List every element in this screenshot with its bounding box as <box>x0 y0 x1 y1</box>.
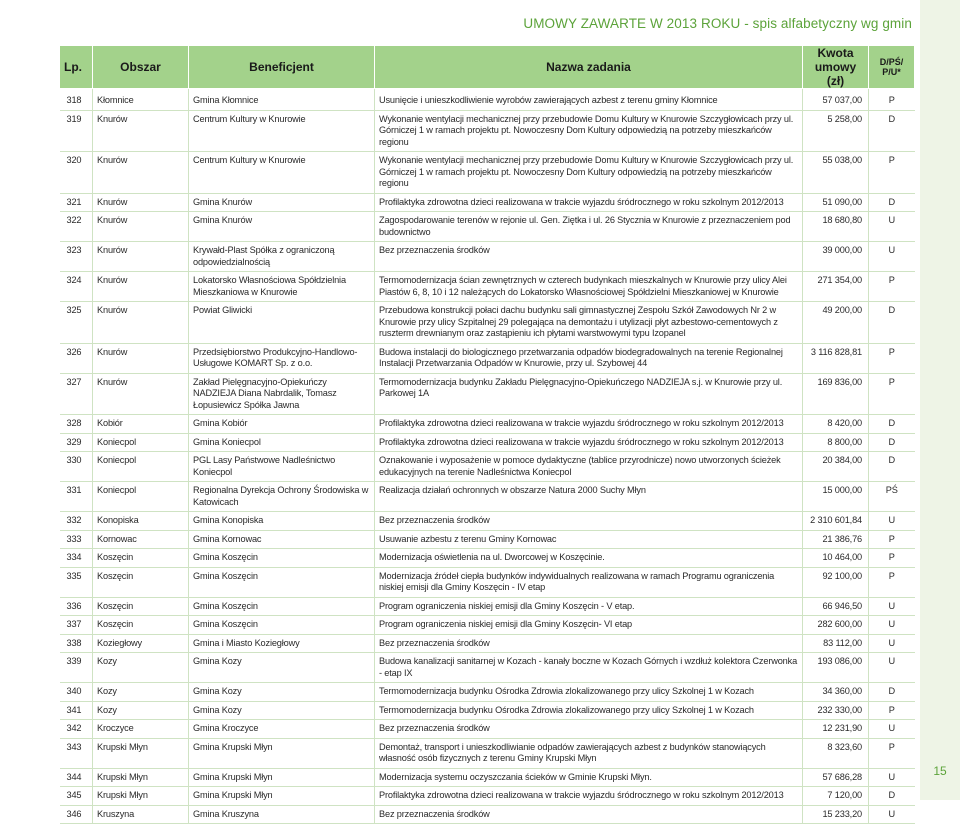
cell-lp: 342 <box>66 723 82 733</box>
cell-lp: 341 <box>66 704 82 715</box>
cell-kwota: 57 037,00 <box>803 89 869 111</box>
cell-typ: P <box>869 343 915 373</box>
cell-beneficjent: Gmina Koszęcin <box>189 549 375 568</box>
cell-obszar: Kornowac <box>93 530 189 549</box>
cell-typ: U <box>869 616 915 635</box>
cell-lp: 319 <box>66 113 82 124</box>
cell-typ: P <box>869 701 915 720</box>
table-row <box>60 597 915 616</box>
cell-nazwa-zadania: Bez przeznaczenia środków <box>375 634 803 653</box>
cell-lp: 329 <box>66 436 82 447</box>
cell-nazwa-zadania: Bez przeznaczenia środków <box>375 805 803 824</box>
cell-kwota: 21 386,76 <box>803 530 869 549</box>
cell-lp: 334 <box>66 552 82 562</box>
cell-beneficjent: PGL Lasy Państwowe Nadleśnictwo Koniecpol <box>189 452 375 482</box>
page-title: UMOWY ZAWARTE W 2013 ROKU - spis alfabetyczny wg gmin <box>523 16 912 31</box>
table-row <box>60 512 915 531</box>
cell-lp: 323 <box>66 245 82 255</box>
cell-kwota: 8 800,00 <box>803 433 869 452</box>
cell-nazwa-zadania: Bez przeznaczenia środków <box>375 512 803 531</box>
page-number: 15 <box>933 764 947 778</box>
table-body <box>60 89 915 824</box>
cell-obszar: Knurów <box>93 212 189 242</box>
cell-kwota: 57 686,28 <box>803 768 869 787</box>
cell-beneficjent: Gmina Krupski Młyn <box>189 738 375 768</box>
cell-nazwa-zadania: Usuwanie azbestu z terenu Gminy Kornowac <box>375 530 803 549</box>
cell-obszar: Kozy <box>93 683 189 702</box>
table-row <box>60 152 915 194</box>
cell-typ: D <box>869 683 915 702</box>
cell-kwota: 2 310 601,84 <box>803 512 869 531</box>
table-row <box>60 193 915 212</box>
cell-typ: P <box>869 152 915 194</box>
cell-kwota: 193 086,00 <box>803 653 869 683</box>
cell-lp: 337 <box>66 619 82 629</box>
cell-nazwa-zadania: Program ograniczenia niskiej emisji dla Gminy Koszęcin- VI etap <box>375 616 803 635</box>
cell-lp: 335 <box>66 570 82 581</box>
cell-beneficjent: Przedsiębiorstwo Produkcyjno-Handlowo-Usługowe KOMART Sp. z o.o. <box>189 343 375 373</box>
cell-kwota: 282 600,00 <box>803 616 869 635</box>
header-beneficjent: Beneficjent <box>189 46 375 89</box>
table-row <box>60 683 915 702</box>
cell-kwota: 92 100,00 <box>803 567 869 597</box>
cell-typ: U <box>869 805 915 824</box>
cell-kwota: 20 384,00 <box>803 452 869 482</box>
table-row <box>60 482 915 512</box>
cell-typ: U <box>869 212 915 242</box>
cell-beneficjent: Gmina Kozy <box>189 701 375 720</box>
cell-typ: P <box>869 549 915 568</box>
cell-nazwa-zadania: Demontaż, transport i unieszkodliwianie odpadów zawierających azbest z budynków stanowiących własność osób fizycznych z terenu Gminy Krupski Młyn <box>375 738 803 768</box>
cell-kwota: 34 360,00 <box>803 683 869 702</box>
cell-obszar: Koszęcin <box>93 616 189 635</box>
cell-nazwa-zadania: Profilaktyka zdrowotna dzieci realizowana w trakcie wyjazdu śródrocznego w roku szkolnym 2012/2013 <box>375 415 803 434</box>
table-row <box>60 272 915 302</box>
cell-lp: 320 <box>66 155 82 165</box>
cell-lp: 324 <box>66 275 82 285</box>
cell-beneficjent: Gmina Kozy <box>189 683 375 702</box>
cell-obszar: Kruszyna <box>93 805 189 824</box>
cell-obszar: Krupski Młyn <box>93 787 189 806</box>
cell-obszar: Koszęcin <box>93 597 189 616</box>
cell-lp: 338 <box>66 637 82 648</box>
table-row <box>60 787 915 806</box>
cell-nazwa-zadania: Bez przeznaczenia środków <box>375 242 803 272</box>
cell-beneficjent: Gmina Kobiór <box>189 415 375 434</box>
cell-typ: U <box>869 768 915 787</box>
cell-lp: 340 <box>66 686 82 696</box>
cell-beneficjent: Gmina Kłomnice <box>189 89 375 111</box>
cell-typ: U <box>869 242 915 272</box>
cell-beneficjent: Gmina Knurów <box>189 193 375 212</box>
cell-nazwa-zadania: Profilaktyka zdrowotna dzieci realizowana w trakcie wyjazdu śródrocznego w roku szkolnym 2012/2013 <box>375 193 803 212</box>
cell-beneficjent: Gmina Koszęcin <box>189 597 375 616</box>
table-row <box>60 373 915 415</box>
cell-lp: 328 <box>66 418 82 428</box>
cell-lp: 322 <box>66 215 82 225</box>
cell-obszar: Knurów <box>93 272 189 302</box>
cell-kwota: 3 116 828,81 <box>803 343 869 373</box>
header-lp: Lp. <box>60 46 93 89</box>
cell-kwota: 55 038,00 <box>803 152 869 194</box>
table-row <box>60 567 915 597</box>
cell-typ: U <box>869 634 915 653</box>
cell-typ: P <box>869 373 915 415</box>
header-typ: D/PŚ/ P/U* <box>869 46 915 89</box>
cell-kwota: 8 420,00 <box>803 415 869 434</box>
cell-beneficjent: Gmina Konopiska <box>189 512 375 531</box>
cell-nazwa-zadania: Modernizacja systemu oczyszczania ścieków w Gminie Krupski Młyn. <box>375 768 803 787</box>
cell-typ: D <box>869 433 915 452</box>
cell-typ: U <box>869 720 915 739</box>
cell-nazwa-zadania: Zagospodarowanie terenów w rejonie ul. Gen. Ziętka i ul. 26 Stycznia w Knurowie z przeznaczeniem pod budownictwo <box>375 212 803 242</box>
side-strip <box>920 0 960 800</box>
cell-beneficjent: Zakład Pielęgnacyjno-Opiekuńczy NADZIEJA Diana Nabrdalik, Tomasz Łopusiewicz Spółka Jawna <box>189 373 375 415</box>
cell-kwota: 15 233,20 <box>803 805 869 824</box>
cell-lp: 339 <box>66 656 82 666</box>
cell-nazwa-zadania: Budowa instalacji do biologicznego przetwarzania odpadów biodegradowalnych na terenie Regionalnej Instalacji Przetwarzania Odpadów w Knurowie, przy ul. Szybowej 44 <box>375 343 803 373</box>
cell-typ: D <box>869 193 915 212</box>
cell-obszar: Koszęcin <box>93 567 189 597</box>
cell-typ: D <box>869 110 915 152</box>
cell-nazwa-zadania: Modernizacja oświetlenia na ul. Dworcowej w Koszęcinie. <box>375 549 803 568</box>
cell-nazwa-zadania: Usunięcie i unieszkodliwienie wyrobów zawierających azbest z terenu gminy Kłomnice <box>375 89 803 111</box>
cell-beneficjent: Gmina Koszęcin <box>189 567 375 597</box>
cell-typ: U <box>869 597 915 616</box>
cell-kwota: 10 464,00 <box>803 549 869 568</box>
table-row <box>60 110 915 152</box>
table-row <box>60 530 915 549</box>
cell-typ: P <box>869 738 915 768</box>
table-row <box>60 212 915 242</box>
table-row <box>60 343 915 373</box>
cell-obszar: Koniecpol <box>93 482 189 512</box>
cell-obszar: Knurów <box>93 110 189 152</box>
cell-lp: 336 <box>66 600 82 611</box>
table-header-row <box>60 46 915 89</box>
table-row <box>60 415 915 434</box>
cell-nazwa-zadania: Oznakowanie i wyposażenie w pomoce dydaktyczne (tablice przyrodnicze) nowo utworzonych ścieżek edukacyjnych na terenie Nadleśnictwa Koniecpol <box>375 452 803 482</box>
cell-nazwa-zadania: Wykonanie wentylacji mechanicznej przy przebudowie Domu Kultury w Knurowie Szczygłowicach przy ul. Górniczej 1 w ramach projektu pt. Nowoczesny Dom Kultury odpowiedzią na potrzeby mieszkańców regionu <box>375 152 803 194</box>
cell-beneficjent: Centrum Kultury w Knurowie <box>189 110 375 152</box>
cell-obszar: Koniecpol <box>93 452 189 482</box>
cell-nazwa-zadania: Przebudowa konstrukcji połaci dachu budynku sali gimnastycznej Zespołu Szkół Zawodowych Nr 2 w Knurowie przy ulicy Szpitalnej 29 polegająca na demontażu i utylizacji płyt azbestowo-cementowych z ruszterm drewnianym oraz zastąpieniu ich płytami warstwowymi typu Izopanel <box>375 302 803 344</box>
contracts-table-wrapper <box>59 45 914 824</box>
cell-typ: P <box>869 567 915 597</box>
table-row <box>60 616 915 635</box>
cell-beneficjent: Krywałd-Plast Spółka z ograniczoną odpowiedzialnością <box>189 242 375 272</box>
cell-nazwa-zadania: Realizacja działań ochronnych w obszarze Natura 2000 Suchy Młyn <box>375 482 803 512</box>
cell-kwota: 66 946,50 <box>803 597 869 616</box>
cell-obszar: Knurów <box>93 242 189 272</box>
cell-typ: P <box>869 272 915 302</box>
cell-kwota: 5 258,00 <box>803 110 869 152</box>
cell-typ: PŚ <box>869 482 915 512</box>
cell-typ: U <box>869 512 915 531</box>
cell-beneficjent: Lokatorsko Własnościowa Spółdzielnia Mieszkaniowa w Knurowie <box>189 272 375 302</box>
cell-kwota: 232 330,00 <box>803 701 869 720</box>
table-row <box>60 452 915 482</box>
cell-obszar: Krupski Młyn <box>93 738 189 768</box>
cell-kwota: 271 354,00 <box>803 272 869 302</box>
cell-nazwa-zadania: Profilaktyka zdrowotna dzieci realizowana w trakcie wyjazdu śródrocznego w roku szkolnym 2012/2013 <box>375 787 803 806</box>
cell-obszar: Kłomnice <box>93 89 189 111</box>
cell-obszar: Koziegłowy <box>93 634 189 653</box>
cell-nazwa-zadania: Termomodernizacja ścian zewnętrznych w czterech budynkach mieszkalnych w Knurowie przy ulicy Alei Piastów 6, 8, 10 i 12 należących do Lokatorsko Własnościowej Spółdzielni Mieszkaniowej w Knurowie <box>375 272 803 302</box>
cell-beneficjent: Gmina Koszęcin <box>189 616 375 635</box>
cell-kwota: 18 680,80 <box>803 212 869 242</box>
cell-nazwa-zadania: Wykonanie wentylacji mechanicznej przy przebudowie Domu Kultury w Knurowie Szczygłowicach przy ul. Górniczej 1 w ramach projektu pt. Nowoczesny Dom Kultury odpowiedzią na potrzeby mieszkańców regionu <box>375 110 803 152</box>
cell-obszar: Kozy <box>93 653 189 683</box>
cell-nazwa-zadania: Termomodernizacja budynku Zakładu Pielęgnacyjno-Opiekuńczego NADZIEJA s.j. w Knurowie przy ul. Parkowej 1A <box>375 373 803 415</box>
cell-obszar: Kroczyce <box>93 720 189 739</box>
cell-lp: 325 <box>66 305 82 315</box>
cell-kwota: 7 120,00 <box>803 787 869 806</box>
cell-beneficjent: Gmina Kozy <box>189 653 375 683</box>
cell-kwota: 49 200,00 <box>803 302 869 344</box>
cell-obszar: Knurów <box>93 193 189 212</box>
table-row <box>60 433 915 452</box>
cell-beneficjent: Powiat Gliwicki <box>189 302 375 344</box>
cell-kwota: 39 000,00 <box>803 242 869 272</box>
cell-kwota: 15 000,00 <box>803 482 869 512</box>
cell-beneficjent: Gmina i Miasto Koziegłowy <box>189 634 375 653</box>
cell-lp: 345 <box>66 790 82 800</box>
cell-beneficjent: Gmina Koniecpol <box>189 433 375 452</box>
cell-nazwa-zadania: Budowa kanalizacji sanitarnej w Kozach - kanały boczne w Kozach Górnych i wzdłuż kolektora Czerwonka - etap IX <box>375 653 803 683</box>
cell-lp: 332 <box>66 515 82 525</box>
cell-beneficjent: Gmina Knurów <box>189 212 375 242</box>
table-row <box>60 549 915 568</box>
cell-beneficjent: Gmina Kroczyce <box>189 720 375 739</box>
cell-lp: 331 <box>66 485 82 495</box>
cell-typ: P <box>869 89 915 111</box>
cell-beneficjent: Gmina Krupski Młyn <box>189 768 375 787</box>
cell-lp: 321 <box>66 196 82 207</box>
cell-lp: 333 <box>66 533 82 544</box>
table-row <box>60 634 915 653</box>
cell-nazwa-zadania: Profilaktyka zdrowotna dzieci realizowana w trakcie wyjazdu śródrocznego w roku szkolnym 2012/2013 <box>375 433 803 452</box>
cell-nazwa-zadania: Program ograniczenia niskiej emisji dla Gminy Koszęcin - V etap. <box>375 597 803 616</box>
table-row <box>60 89 915 111</box>
cell-kwota: 83 112,00 <box>803 634 869 653</box>
cell-nazwa-zadania: Bez przeznaczenia środków <box>375 720 803 739</box>
table-row <box>60 738 915 768</box>
cell-obszar: Konopiska <box>93 512 189 531</box>
cell-beneficjent: Regionalna Dyrekcja Ochrony Środowiska w Katowicach <box>189 482 375 512</box>
table-row <box>60 701 915 720</box>
cell-beneficjent: Gmina Krupski Młyn <box>189 787 375 806</box>
cell-lp: 330 <box>66 455 82 465</box>
cell-obszar: Knurów <box>93 152 189 194</box>
table-row <box>60 242 915 272</box>
cell-kwota: 169 836,00 <box>803 373 869 415</box>
cell-obszar: Kozy <box>93 701 189 720</box>
header-obszar: Obszar <box>93 46 189 89</box>
table-row <box>60 653 915 683</box>
cell-kwota: 12 231,90 <box>803 720 869 739</box>
header-kwota: Kwota umowy (zł) <box>803 46 869 89</box>
cell-kwota: 51 090,00 <box>803 193 869 212</box>
cell-lp: 327 <box>66 376 82 387</box>
cell-kwota: 8 323,60 <box>803 738 869 768</box>
cell-obszar: Koszęcin <box>93 549 189 568</box>
cell-typ: U <box>869 653 915 683</box>
cell-typ: D <box>869 415 915 434</box>
cell-typ: D <box>869 452 915 482</box>
table-row <box>60 302 915 344</box>
table-row <box>60 805 915 824</box>
cell-obszar: Krupski Młyn <box>93 768 189 787</box>
cell-lp: 346 <box>66 808 82 819</box>
cell-beneficjent: Gmina Kruszyna <box>189 805 375 824</box>
cell-typ: P <box>869 530 915 549</box>
cell-obszar: Koniecpol <box>93 433 189 452</box>
cell-obszar: Kobiór <box>93 415 189 434</box>
cell-typ: D <box>869 302 915 344</box>
cell-lp: 344 <box>66 771 82 782</box>
cell-lp: 318 <box>66 95 82 105</box>
cell-lp: 326 <box>66 346 82 357</box>
cell-beneficjent: Centrum Kultury w Knurowie <box>189 152 375 194</box>
cell-nazwa-zadania: Termomodernizacja budynku Ośrodka Zdrowia zlokalizowanego przy ulicy Szkolnej 1 w Kozach <box>375 683 803 702</box>
cell-nazwa-zadania: Termomodernizacja budynku Ośrodka Zdrowia zlokalizowanego przy ulicy Szkolnej 1 w Kozach <box>375 701 803 720</box>
table-row <box>60 768 915 787</box>
cell-obszar: Knurów <box>93 302 189 344</box>
contracts-table <box>59 45 915 824</box>
table-row <box>60 720 915 739</box>
header-nazwa-zadania: Nazwa zadania <box>375 46 803 89</box>
cell-beneficjent: Gmina Kornowac <box>189 530 375 549</box>
cell-obszar: Knurów <box>93 343 189 373</box>
cell-typ: D <box>869 787 915 806</box>
cell-nazwa-zadania: Modernizacja źródeł ciepła budynków indywidualnych realizowana w ramach Programu ograniczenia niskiej emisji dla Gminy Koszęcin - IV etap <box>375 567 803 597</box>
cell-lp: 343 <box>66 741 82 752</box>
cell-obszar: Knurów <box>93 373 189 415</box>
